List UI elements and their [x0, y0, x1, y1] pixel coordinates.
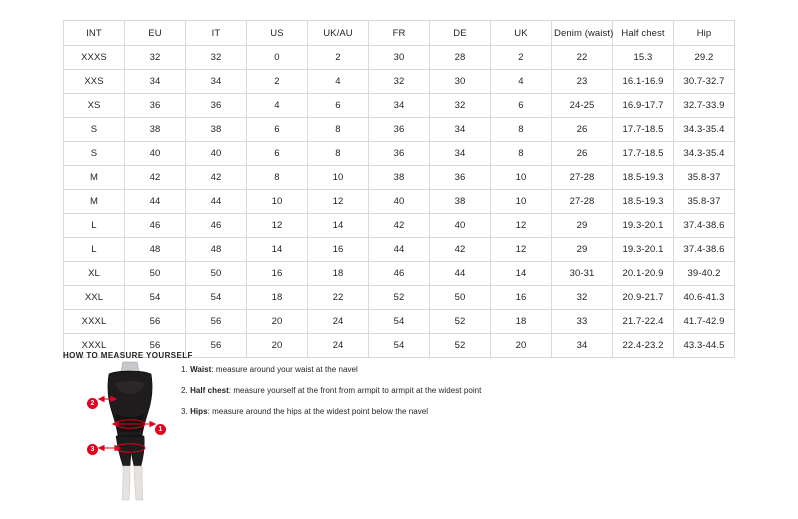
- measure-term: Waist: [190, 365, 212, 374]
- cell-us: 6: [247, 142, 308, 166]
- cell-eu: 36: [125, 94, 186, 118]
- cell-int: S: [64, 118, 125, 142]
- cell-half-chest: 17.7-18.5: [613, 118, 674, 142]
- column-header-eu: EU: [125, 21, 186, 46]
- measure-badge-2: 2: [87, 398, 98, 409]
- cell-uk: 16: [491, 286, 552, 310]
- measure-text: : measure yourself at the front from armpit to armpit at the widest point: [228, 386, 482, 395]
- column-header-denim-waist: Denim (waist): [552, 21, 613, 46]
- cell-uk-au: 12: [308, 190, 369, 214]
- cell-uk: 10: [491, 190, 552, 214]
- cell-de: 34: [430, 142, 491, 166]
- cell-int: XS: [64, 94, 125, 118]
- cell-fr: 54: [369, 334, 430, 358]
- table-row: [64, 94, 735, 118]
- cell-half-chest: 22.4-23.2: [613, 334, 674, 358]
- cell-uk-au: 2: [308, 46, 369, 70]
- table-row: [64, 190, 735, 214]
- cell-hip: 41.7-42.9: [674, 310, 735, 334]
- cell-int: XXXL: [64, 334, 125, 358]
- cell-fr: 40: [369, 190, 430, 214]
- cell-denim-waist: 30-31: [552, 262, 613, 286]
- cell-eu: 54: [125, 286, 186, 310]
- cell-uk: 12: [491, 238, 552, 262]
- cell-hip: 34.3-35.4: [674, 118, 735, 142]
- cell-uk-au: 8: [308, 142, 369, 166]
- cell-us: 2: [247, 70, 308, 94]
- cell-fr: 38: [369, 166, 430, 190]
- size-chart-table: [63, 20, 735, 358]
- cell-it: 38: [186, 118, 247, 142]
- cell-de: 28: [430, 46, 491, 70]
- cell-de: 44: [430, 262, 491, 286]
- cell-us: 18: [247, 286, 308, 310]
- cell-us: 10: [247, 190, 308, 214]
- cell-us: 8: [247, 166, 308, 190]
- cell-denim-waist: 27-28: [552, 190, 613, 214]
- cell-half-chest: 20.9-21.7: [613, 286, 674, 310]
- table-row: [64, 262, 735, 286]
- column-header-it: IT: [186, 21, 247, 46]
- cell-eu: 56: [125, 310, 186, 334]
- cell-de: 32: [430, 94, 491, 118]
- how-to-measure-title: HOW TO MEASURE YOURSELF: [63, 351, 193, 360]
- column-header-uk-au: UK/AU: [308, 21, 369, 46]
- cell-denim-waist: 26: [552, 142, 613, 166]
- cell-hip: 32.7-33.9: [674, 94, 735, 118]
- how-to-measure-list: [181, 364, 601, 427]
- cell-it: 42: [186, 166, 247, 190]
- cell-uk: 20: [491, 334, 552, 358]
- cell-us: 20: [247, 310, 308, 334]
- table-row: [64, 46, 735, 70]
- cell-it: 46: [186, 214, 247, 238]
- cell-fr: 46: [369, 262, 430, 286]
- cell-us: 4: [247, 94, 308, 118]
- cell-us: 12: [247, 214, 308, 238]
- cell-half-chest: 18.5-19.3: [613, 190, 674, 214]
- cell-uk: 14: [491, 262, 552, 286]
- cell-int: L: [64, 238, 125, 262]
- cell-uk: 6: [491, 94, 552, 118]
- cell-half-chest: 21.7-22.4: [613, 310, 674, 334]
- column-header-de: DE: [430, 21, 491, 46]
- cell-uk-au: 22: [308, 286, 369, 310]
- cell-de: 40: [430, 214, 491, 238]
- cell-uk-au: 6: [308, 94, 369, 118]
- cell-int: XXL: [64, 286, 125, 310]
- cell-us: 14: [247, 238, 308, 262]
- measure-badge-1: 1: [155, 424, 166, 435]
- cell-us: 16: [247, 262, 308, 286]
- cell-us: 6: [247, 118, 308, 142]
- cell-half-chest: 20.1-20.9: [613, 262, 674, 286]
- cell-hip: 35.8-37: [674, 190, 735, 214]
- cell-denim-waist: 27-28: [552, 166, 613, 190]
- cell-uk-au: 24: [308, 334, 369, 358]
- cell-int: XXXL: [64, 310, 125, 334]
- table-body: [64, 46, 735, 358]
- cell-denim-waist: 29: [552, 214, 613, 238]
- cell-de: 36: [430, 166, 491, 190]
- cell-hip: 43.3-44.5: [674, 334, 735, 358]
- cell-uk: 4: [491, 70, 552, 94]
- measure-instruction-hips: [181, 406, 601, 417]
- measure-number: 1.: [181, 365, 188, 374]
- measure-instruction-waist: [181, 364, 601, 375]
- cell-it: 36: [186, 94, 247, 118]
- cell-hip: 37.4-38.6: [674, 238, 735, 262]
- cell-half-chest: 17.7-18.5: [613, 142, 674, 166]
- column-header-fr: FR: [369, 21, 430, 46]
- cell-uk-au: 8: [308, 118, 369, 142]
- cell-fr: 54: [369, 310, 430, 334]
- cell-fr: 44: [369, 238, 430, 262]
- cell-uk: 10: [491, 166, 552, 190]
- cell-us: 20: [247, 334, 308, 358]
- cell-int: S: [64, 142, 125, 166]
- cell-fr: 30: [369, 46, 430, 70]
- cell-fr: 52: [369, 286, 430, 310]
- cell-fr: 34: [369, 94, 430, 118]
- cell-uk: 12: [491, 214, 552, 238]
- table-header: [64, 21, 735, 46]
- cell-uk: 8: [491, 142, 552, 166]
- column-header-uk: UK: [491, 21, 552, 46]
- cell-half-chest: 15.3: [613, 46, 674, 70]
- measure-badge-3: 3: [87, 444, 98, 455]
- cell-denim-waist: 32: [552, 286, 613, 310]
- cell-it: 40: [186, 142, 247, 166]
- mannequin-illustration: [85, 360, 180, 505]
- cell-denim-waist: 24-25: [552, 94, 613, 118]
- cell-eu: 50: [125, 262, 186, 286]
- cell-uk-au: 4: [308, 70, 369, 94]
- cell-de: 34: [430, 118, 491, 142]
- cell-int: L: [64, 214, 125, 238]
- cell-it: 54: [186, 286, 247, 310]
- cell-uk: 8: [491, 118, 552, 142]
- cell-half-chest: 16.1-16.9: [613, 70, 674, 94]
- cell-uk-au: 18: [308, 262, 369, 286]
- table-row: [64, 118, 735, 142]
- cell-uk-au: 16: [308, 238, 369, 262]
- cell-uk-au: 14: [308, 214, 369, 238]
- measure-term: Half chest: [190, 386, 229, 395]
- table-row: [64, 238, 735, 262]
- cell-eu: 38: [125, 118, 186, 142]
- cell-uk-au: 24: [308, 310, 369, 334]
- measure-instruction-half-chest: [181, 385, 601, 396]
- measure-number: 2.: [181, 386, 188, 395]
- cell-eu: 44: [125, 190, 186, 214]
- cell-eu: 46: [125, 214, 186, 238]
- cell-hip: 30.7-32.7: [674, 70, 735, 94]
- cell-de: 52: [430, 334, 491, 358]
- cell-uk: 2: [491, 46, 552, 70]
- cell-denim-waist: 22: [552, 46, 613, 70]
- cell-it: 56: [186, 310, 247, 334]
- cell-denim-waist: 26: [552, 118, 613, 142]
- cell-eu: 56: [125, 334, 186, 358]
- cell-denim-waist: 29: [552, 238, 613, 262]
- table-header-row: [64, 21, 735, 46]
- measure-text: : measure around the hips at the widest point below the navel: [207, 407, 429, 416]
- cell-de: 38: [430, 190, 491, 214]
- cell-half-chest: 18.5-19.3: [613, 166, 674, 190]
- cell-hip: 37.4-38.6: [674, 214, 735, 238]
- cell-de: 52: [430, 310, 491, 334]
- cell-fr: 36: [369, 142, 430, 166]
- cell-it: 34: [186, 70, 247, 94]
- cell-us: 0: [247, 46, 308, 70]
- cell-denim-waist: 23: [552, 70, 613, 94]
- column-header-half-chest: Half chest: [613, 21, 674, 46]
- measure-term: Hips: [190, 407, 208, 416]
- cell-hip: 29.2: [674, 46, 735, 70]
- cell-it: 32: [186, 46, 247, 70]
- cell-de: 30: [430, 70, 491, 94]
- cell-hip: 40.6-41.3: [674, 286, 735, 310]
- table-row: [64, 310, 735, 334]
- cell-fr: 32: [369, 70, 430, 94]
- table-row: [64, 286, 735, 310]
- cell-int: XXXS: [64, 46, 125, 70]
- cell-fr: 42: [369, 214, 430, 238]
- cell-uk: 18: [491, 310, 552, 334]
- cell-hip: 35.8-37: [674, 166, 735, 190]
- cell-de: 42: [430, 238, 491, 262]
- cell-eu: 32: [125, 46, 186, 70]
- column-header-hip: Hip: [674, 21, 735, 46]
- cell-fr: 36: [369, 118, 430, 142]
- cell-half-chest: 19.3-20.1: [613, 214, 674, 238]
- cell-int: M: [64, 166, 125, 190]
- column-header-us: US: [247, 21, 308, 46]
- cell-half-chest: 16.9-17.7: [613, 94, 674, 118]
- cell-int: XXS: [64, 70, 125, 94]
- cell-eu: 34: [125, 70, 186, 94]
- cell-de: 50: [430, 286, 491, 310]
- cell-hip: 39-40.2: [674, 262, 735, 286]
- cell-hip: 34.3-35.4: [674, 142, 735, 166]
- cell-it: 56: [186, 334, 247, 358]
- cell-half-chest: 19.3-20.1: [613, 238, 674, 262]
- cell-it: 44: [186, 190, 247, 214]
- cell-int: M: [64, 190, 125, 214]
- cell-eu: 42: [125, 166, 186, 190]
- table-row: [64, 142, 735, 166]
- table-row: [64, 70, 735, 94]
- measure-text: : measure around your waist at the navel: [211, 365, 358, 374]
- cell-denim-waist: 33: [552, 310, 613, 334]
- cell-uk-au: 10: [308, 166, 369, 190]
- cell-eu: 48: [125, 238, 186, 262]
- size-chart-container: [63, 20, 735, 358]
- measure-number: 3.: [181, 407, 188, 416]
- cell-it: 48: [186, 238, 247, 262]
- cell-int: XL: [64, 262, 125, 286]
- table-row: [64, 166, 735, 190]
- column-header-int: INT: [64, 21, 125, 46]
- table-row: [64, 214, 735, 238]
- cell-eu: 40: [125, 142, 186, 166]
- cell-it: 50: [186, 262, 247, 286]
- cell-denim-waist: 34: [552, 334, 613, 358]
